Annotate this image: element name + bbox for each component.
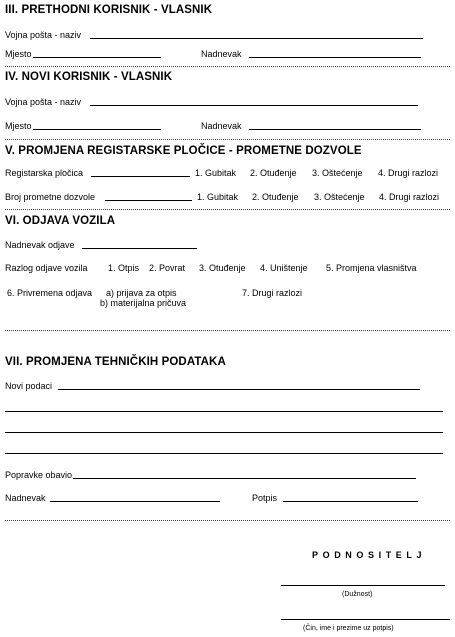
section5-row2-option-3[interactable]: 3. Oštećenje xyxy=(314,192,365,202)
section7-novi-podaci-line[interactable] xyxy=(5,453,443,454)
duznost-caption: (Dužnost) xyxy=(342,591,373,598)
section5-row1-option-4[interactable]: 4. Drugi razlozi xyxy=(378,168,439,178)
section5-title: V. PROMJENA REGISTARSKE PLOČICE - PROMETNE DOZVOLE xyxy=(5,145,362,157)
section3-mjesto-field[interactable] xyxy=(33,57,161,58)
section6-razlog-option-4[interactable]: 4. Uništenje xyxy=(260,263,308,273)
section3-vojna-posta-field[interactable] xyxy=(90,38,423,39)
section5-row2-option-1[interactable]: 1. Gubitak xyxy=(197,192,239,202)
section6-privremena-label[interactable]: 6. Privremena odjava xyxy=(7,288,93,298)
section5-row2-label: Broj prometne dozvole xyxy=(5,192,96,202)
podnositelj-title: PODNOSITELJ xyxy=(312,550,427,560)
section3-nadnevak-field[interactable] xyxy=(249,57,421,58)
section6-razlog-option-3[interactable]: 3. Otuđenje xyxy=(199,263,246,273)
section6-razlog-option-2[interactable]: 2. Povrat xyxy=(149,263,186,273)
section6-nadnevak-field[interactable] xyxy=(82,248,197,249)
section6-privremena-b[interactable]: b) materijalna pričuva xyxy=(100,298,187,308)
section6-razlog-option-5[interactable]: 5. Promjena vlasništva xyxy=(326,263,417,273)
section-divider xyxy=(5,330,450,331)
section4-mjesto-label: Mjesto xyxy=(5,121,32,131)
section3-title: III. PRETHODNI KORISNIK - VLASNIK xyxy=(5,4,213,16)
section-divider xyxy=(5,209,450,210)
section7-popravke-field[interactable] xyxy=(73,478,416,479)
section7-nadnevak-label: Nadnevak xyxy=(5,493,46,503)
section7-title: VII. PROMJENA TEHNIČKIH PODATAKA xyxy=(5,356,226,368)
section5-row1-label: Registarska pločica xyxy=(5,168,84,178)
section5-row2-option-2[interactable]: 2. Otuđenje xyxy=(252,192,299,202)
section3-mjesto-label: Mjesto xyxy=(5,49,32,59)
duznost-field[interactable] xyxy=(281,585,445,586)
section4-nadnevak-label: Nadnevak xyxy=(201,121,242,131)
section7-nadnevak-field[interactable] xyxy=(50,501,220,502)
section-divider xyxy=(5,520,450,521)
section7-novi-podaci-field[interactable] xyxy=(58,389,420,390)
cin-ime-caption: (Čin, ime i prezime uz potpis) xyxy=(303,625,394,632)
section4-vojna-posta-field[interactable] xyxy=(90,105,418,106)
section7-potpis-field[interactable] xyxy=(283,501,418,502)
section4-title: IV. NOVI KORISNIK - VLASNIK xyxy=(5,71,173,83)
section5-row1-field[interactable] xyxy=(91,176,190,177)
section4-mjesto-field[interactable] xyxy=(33,129,161,130)
section4-vojna-posta-label: Vojna pošta - naziv xyxy=(5,97,82,107)
section3-vojna-posta-label: Vojna pošta - naziv xyxy=(5,30,82,40)
section6-nadnevak-label: Nadnevak odjave xyxy=(5,240,75,250)
section7-novi-podaci-line[interactable] xyxy=(5,432,443,433)
section6-razlog-label: Razlog odjave vozila xyxy=(5,263,88,273)
section5-row1-option-3[interactable]: 3. Oštećenje xyxy=(312,168,363,178)
section6-drugi-razlozi[interactable]: 7. Drugi razlozi xyxy=(242,288,303,298)
section6-privremena-a[interactable]: a) prijava za otpis xyxy=(106,288,177,298)
section5-row1-option-2[interactable]: 2. Otuđenje xyxy=(250,168,297,178)
section6-razlog-option-1[interactable]: 1. Otpis xyxy=(108,263,140,273)
section5-row2-option-4[interactable]: 4. Drugi razlozi xyxy=(379,192,440,202)
cin-ime-potpis-field[interactable] xyxy=(281,619,450,620)
section7-potpis-label: Potpis xyxy=(252,493,278,503)
section-divider xyxy=(5,66,450,67)
section3-nadnevak-label: Nadnevak xyxy=(201,49,242,59)
section7-popravke-label: Popravke obavio xyxy=(5,470,73,480)
section7-novi-podaci-line[interactable] xyxy=(5,411,443,412)
section7-novi-podaci-label: Novi podaci xyxy=(5,381,53,391)
section5-row1-option-1[interactable]: 1. Gubitak xyxy=(195,168,237,178)
section5-row2-field[interactable] xyxy=(105,200,192,201)
section6-title: VI. ODJAVA VOZILA xyxy=(5,215,116,227)
section4-nadnevak-field[interactable] xyxy=(249,129,421,130)
section-divider xyxy=(5,139,450,140)
